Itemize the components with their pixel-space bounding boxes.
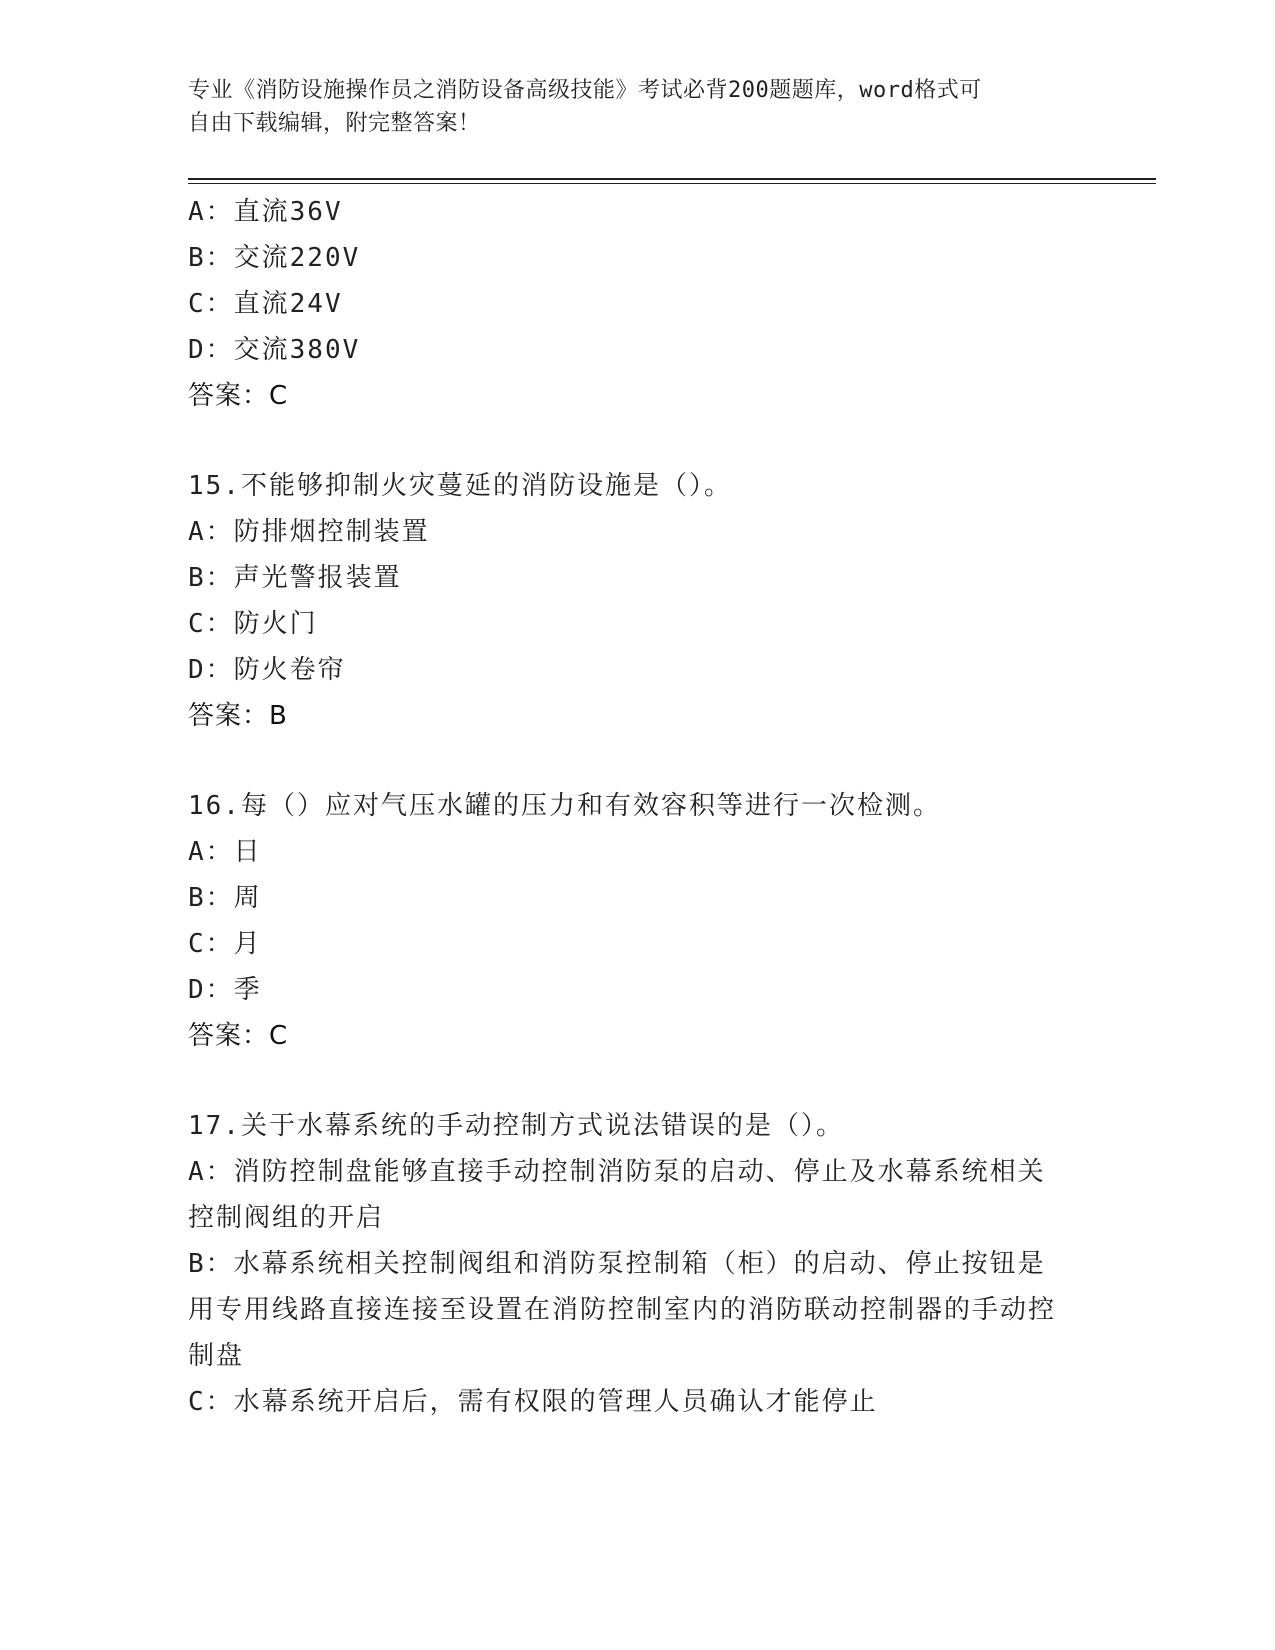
header-line-2: 自由下载编辑，附完整答案！ (188, 111, 481, 136)
header-divider-thick (188, 178, 1156, 180)
spacer (188, 739, 1088, 783)
spacer (188, 419, 1088, 463)
q17-title: 17.关于水幕系统的手动控制方式说法错误的是（）。 (188, 1111, 844, 1141)
q16-answer: 答案：C (188, 1021, 289, 1051)
q14-option-a: A：直流36V (188, 197, 343, 227)
question-14 (188, 189, 1088, 419)
q15-title: 15.不能够抑制火灾蔓延的消防设施是（）。 (188, 471, 732, 501)
header-line-1: 专业《消防设施操作员之消防设备高级技能》考试必背200题题库，word格式可 (188, 78, 982, 103)
q17-option-c: C：水幕系统开启后，需有权限的管理人员确认才能停止 (188, 1387, 878, 1417)
q15-option-d: D：防火卷帘 (188, 655, 346, 685)
q14-option-b: B：交流220V (188, 243, 361, 273)
q17-option-b: B：水幕系统相关控制阀组和消防泵控制箱（柜）的启动、停止按钮是用专用线路直接连接至设置在消防控制室内的消防联动控制器的手动控制盘 (188, 1249, 1057, 1371)
q15-option-c: C：防火门 (188, 609, 318, 639)
q16-option-c: C：月 (188, 929, 262, 959)
q14-option-c: C：直流24V (188, 289, 343, 319)
header-divider-thin (188, 183, 1156, 184)
q15-option-a: A：防排烟控制装置 (188, 517, 430, 547)
document-header (188, 74, 1088, 140)
q15-answer: 答案：B (188, 701, 288, 731)
q16-option-a: A：日 (188, 837, 262, 867)
spacer (188, 1059, 1088, 1103)
q17-option-a: A：消防控制盘能够直接手动控制消防泵的启动、停止及水幕系统相关控制阀组的开启 (188, 1157, 1046, 1233)
question-list (188, 189, 1088, 1425)
q16-option-b: B：周 (188, 883, 262, 913)
q16-option-d: D：季 (188, 975, 262, 1005)
q14-option-d: D：交流380V (188, 335, 361, 365)
q14-answer: 答案：C (188, 381, 289, 411)
question-15 (188, 463, 1088, 739)
q16-title: 16.每（）应对气压水罐的压力和有效容积等进行一次检测。 (188, 791, 941, 821)
q15-option-b: B：声光警报装置 (188, 563, 402, 593)
question-17 (188, 1103, 1088, 1425)
question-16 (188, 783, 1088, 1059)
